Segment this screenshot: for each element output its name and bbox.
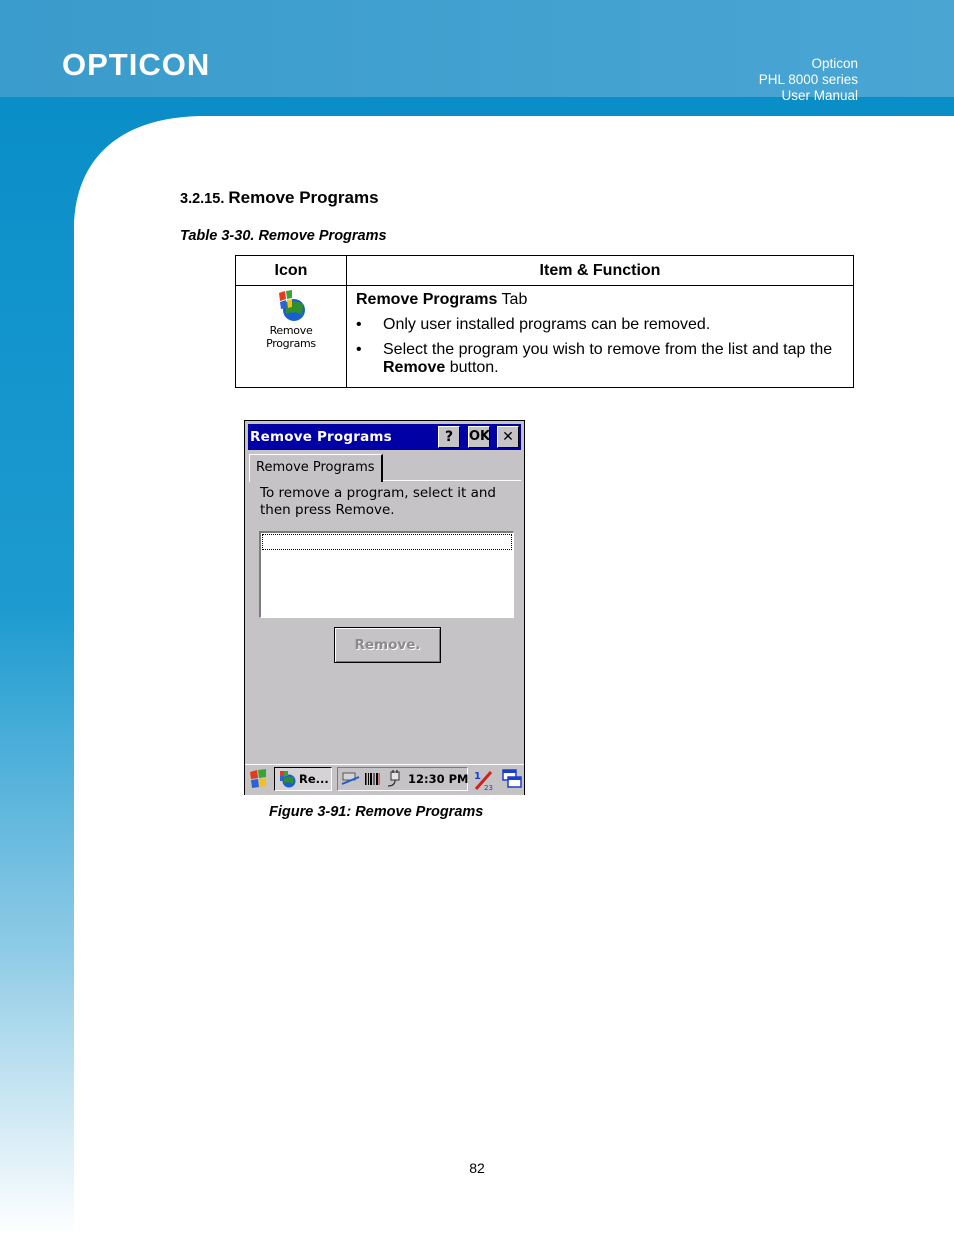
icon-label bbox=[237, 324, 345, 350]
bullet-1-text: Only user installed programs can be removed. bbox=[383, 316, 711, 333]
remove-button[interactable]: Remove. bbox=[334, 627, 441, 663]
window-title: Remove Programs bbox=[250, 429, 392, 445]
bullet-2-post: button. bbox=[445, 359, 499, 376]
tab-divider bbox=[383, 480, 521, 481]
page-number: 82 bbox=[469, 1160, 485, 1176]
header-doc-type: User Manual bbox=[781, 88, 858, 103]
bullet-item bbox=[356, 316, 843, 334]
section-name: Remove Programs bbox=[228, 188, 379, 207]
bullet-list bbox=[356, 316, 843, 377]
header-item-function: Item & Function bbox=[347, 256, 854, 286]
remove-programs-icon bbox=[275, 290, 307, 322]
task-app-icon bbox=[278, 770, 296, 788]
figure-caption: Figure 3-91: Remove Programs bbox=[269, 804, 484, 820]
device-screenshot bbox=[244, 420, 525, 795]
instruction-text: To remove a program, select it and then press Remove. bbox=[260, 485, 496, 518]
close-button[interactable]: ✕ bbox=[497, 426, 519, 448]
icon-label-line1: Remove bbox=[269, 324, 313, 337]
connection-icon[interactable] bbox=[341, 771, 361, 787]
start-windows-icon[interactable] bbox=[248, 768, 270, 790]
bullet-2-bold: Remove bbox=[383, 359, 446, 376]
system-tray bbox=[337, 767, 468, 791]
task-remove-programs[interactable] bbox=[274, 767, 332, 791]
bullet-2-pre: Select the program you wish to remove from the list and tap the bbox=[383, 341, 833, 358]
list-focus-rect bbox=[262, 534, 512, 550]
tab-strip bbox=[248, 452, 521, 480]
row-title-bold: Remove Programs bbox=[356, 291, 498, 308]
input-panel-icon[interactable] bbox=[473, 768, 495, 792]
description-cell bbox=[347, 286, 854, 388]
row-title-rest: Tab bbox=[497, 291, 528, 308]
section-number: 3.2.15. bbox=[180, 191, 225, 207]
taskbar bbox=[245, 764, 524, 795]
program-list[interactable] bbox=[259, 531, 514, 618]
help-button[interactable]: ? bbox=[438, 426, 460, 448]
icon-label-line2: Programs bbox=[266, 337, 316, 350]
section-title bbox=[180, 188, 379, 208]
power-plug-icon[interactable] bbox=[385, 770, 403, 789]
window-title-bar bbox=[248, 424, 521, 450]
table-caption: Table 3-30. Remove Programs bbox=[180, 228, 387, 244]
svg-text:1: 1 bbox=[474, 771, 481, 782]
header-info bbox=[759, 56, 858, 104]
clock[interactable]: 12:30 PM bbox=[408, 772, 469, 786]
barcode-icon[interactable] bbox=[364, 772, 380, 786]
function-table bbox=[235, 255, 854, 388]
header-icon: Icon bbox=[236, 256, 347, 286]
task-label: Re... bbox=[299, 772, 329, 786]
opticon-logo bbox=[62, 50, 294, 78]
table-row bbox=[236, 286, 854, 388]
bullet-item bbox=[356, 341, 843, 377]
switch-windows-icon[interactable] bbox=[501, 768, 523, 790]
header-company: Opticon bbox=[811, 56, 858, 71]
row-title bbox=[356, 291, 843, 309]
tab-remove-programs[interactable]: Remove Programs bbox=[249, 454, 383, 482]
ok-button[interactable]: OK bbox=[468, 426, 490, 448]
table-header-row bbox=[236, 256, 854, 286]
header-product: PHL 8000 series bbox=[758, 72, 858, 87]
svg-text:23: 23 bbox=[484, 784, 493, 792]
icon-cell bbox=[236, 286, 347, 388]
svg-text:OPTICON: OPTICON bbox=[62, 50, 211, 78]
